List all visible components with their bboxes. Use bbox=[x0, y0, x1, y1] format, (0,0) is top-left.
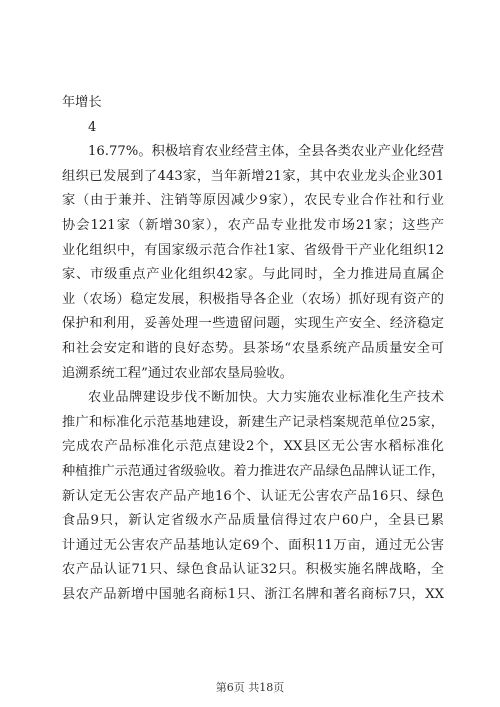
text-line: 业化组织中，有国家级示范合作社1家、省级骨干产业化组织12 bbox=[62, 242, 444, 258]
text-line: 农产品认证71只、绿色食品认证32只。积极实施名牌战略，全 bbox=[62, 562, 444, 578]
text-line: 食品9只，新认定省级水产品质量信得过农户60户，全县已累 bbox=[62, 513, 444, 529]
body-text bbox=[62, 91, 444, 607]
text-line: 协会121家（新增30家），农产品专业批发市场21家；这些产 bbox=[62, 217, 444, 233]
text-line: 年增长 bbox=[62, 95, 102, 110]
text-line: 组织已发展到了443家，当年新增21家，其中农业龙头企业301 bbox=[62, 168, 444, 184]
page-footer: 第6页 共18页 bbox=[215, 681, 285, 694]
text-line: 家、市级重点产业化组织42家。与此同时，全力推进局直属企 bbox=[62, 267, 444, 283]
text-line: 完成农产品标准化示范点建设2个，XX县区无公害水稻标准化 bbox=[62, 439, 444, 455]
text-line: 16.77%。积极培育农业经营主体，全县各类农业产业化经营 bbox=[88, 144, 444, 160]
text-line: 保护和利用，妥善处理一些遗留问题，实现生产安全、经济稳定 bbox=[62, 316, 444, 332]
text-line: 和社会安定和谐的良好态势。县茶场“农垦系统产品质量安全可 bbox=[62, 340, 444, 356]
text-line: 推广和标准化示范基地建设，新建生产记录档案规范单位25家， bbox=[62, 414, 444, 430]
text-line: 计通过无公害农产品基地认定69个、面积11万亩，通过无公害 bbox=[62, 537, 444, 553]
text-line: 追溯系统工程”通过农业部农垦局验收。 bbox=[62, 365, 293, 381]
text-line: 种植推广示范通过省级验收。着力推进农产品绿色品牌认证工作， bbox=[62, 463, 445, 479]
text-line: 县农产品新增中国驰名商标1只、浙江名牌和著名商标7只，XX bbox=[62, 586, 444, 602]
text-line: 业（农场）稳定发展，积极指导各企业（农场）抓好现有资产的 bbox=[62, 291, 444, 307]
text-line: 4 bbox=[88, 119, 97, 135]
text-line: 家（由于兼并、注销等原因减少9家），农民专业合作社和行业 bbox=[62, 193, 444, 209]
text-line: 新认定无公害农产品产地16个、认证无公害农产品16只、绿色 bbox=[62, 488, 444, 504]
text-line: 农业品牌建设步伐不断加快。大力实施农业标准化生产技术 bbox=[88, 390, 444, 406]
